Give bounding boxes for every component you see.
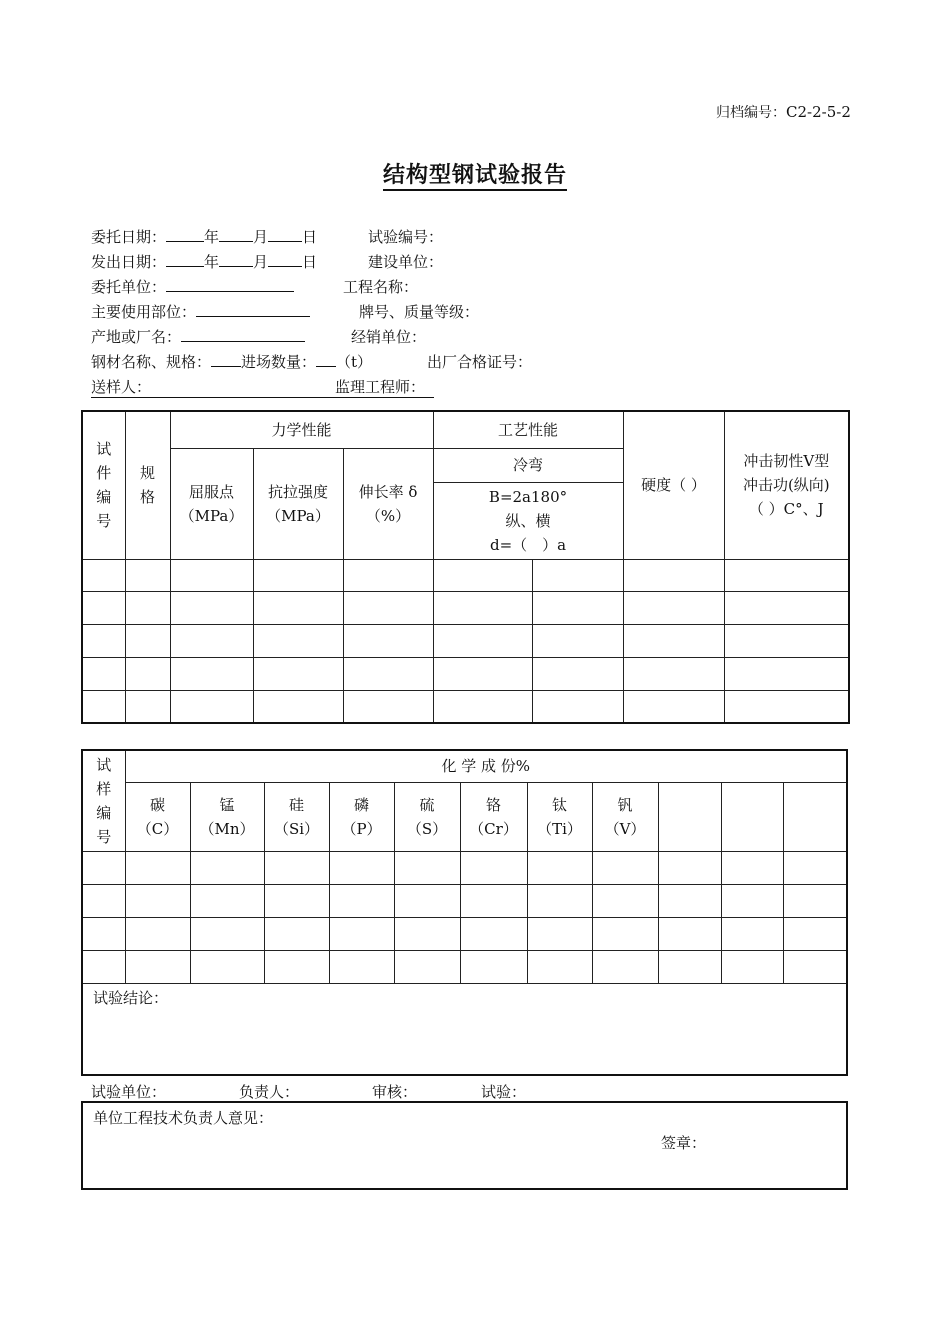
element-phosphorus: 磷 （P）: [329, 782, 394, 851]
table-row: [82, 950, 847, 983]
header-sample-no: 试 件 编 号: [82, 411, 125, 559]
header-yield: 屈服点 （MPa）: [170, 448, 253, 559]
opinion-field[interactable]: [82, 1102, 847, 1189]
table-row: [82, 591, 849, 624]
tester-label: 试验：: [481, 1083, 527, 1101]
element-blank[interactable]: [783, 782, 847, 851]
blank-origin[interactable]: [181, 327, 305, 342]
table-row: [82, 884, 847, 917]
blank-main-use[interactable]: [196, 302, 310, 317]
blank-entrust-unit[interactable]: [166, 277, 294, 292]
reviewer-label: 审核：: [372, 1083, 418, 1101]
chemical-composition-table: [81, 749, 848, 1076]
blank-day[interactable]: [268, 252, 302, 267]
header-mechanical: 力学性能: [170, 411, 433, 448]
info-line-origin: 产地或厂名： 经销单位：: [91, 328, 427, 346]
header-process: 工艺性能: [433, 411, 623, 448]
info-line-entrust-date: 委托日期： 年 月 日 试验编号：: [91, 228, 444, 246]
header-impact: 冲击韧性Ⅴ型 冲击功(纵向) （ ）C°、J: [724, 411, 849, 559]
table-row: [82, 657, 849, 690]
info-line-main-use: 主要使用部位： 牌号、质量等级：: [91, 303, 480, 321]
element-blank[interactable]: [721, 782, 783, 851]
header-chemical: 化 学 成 份%: [125, 750, 847, 782]
project-name-label: 工程名称：: [343, 278, 419, 296]
principal-label: 负责人：: [239, 1083, 300, 1101]
table-row: [82, 917, 847, 950]
archive-code: C2-2-5-2: [786, 103, 851, 121]
blank-year[interactable]: [166, 252, 204, 267]
test-no-label: 试验编号：: [368, 228, 444, 246]
header-sample-no: 试 样 编 号: [82, 750, 125, 851]
info-line-entrust-unit: 委托单位： 工程名称：: [91, 278, 419, 296]
element-chromium: 铬 （Cr）: [460, 782, 527, 851]
element-vanadium: 钒 （V）: [592, 782, 658, 851]
header-cold-bend: 冷弯: [433, 448, 623, 482]
element-sulfur: 硫 （S）: [394, 782, 460, 851]
blank-year[interactable]: [166, 227, 204, 242]
table-row: [82, 624, 849, 657]
info-line-steel: 钢材名称、规格： 进场数量： （t） 出厂合格证号：: [91, 353, 533, 371]
seal-label: 签章：: [661, 1134, 707, 1152]
conclusion-label: 试验结论：: [93, 988, 169, 1007]
header-bend-params: B=2a180° 纵、横 d=（ ）a: [433, 482, 623, 559]
archive-number: 归档编号：C2-2-5-2: [716, 103, 851, 121]
cert-no-label: 出厂合格证号：: [427, 353, 533, 371]
element-silicon: 硅 （Si）: [264, 782, 329, 851]
table-row: [82, 559, 849, 591]
info-line-sender: 送样人： 监理工程师：: [91, 377, 434, 398]
blank-qty[interactable]: [316, 352, 336, 367]
build-unit-label: 建设单位：: [368, 253, 444, 271]
opinion-label: 单位工程技术负责人意见：: [93, 1109, 274, 1127]
element-blank[interactable]: [658, 782, 721, 851]
blank-steel-spec[interactable]: [211, 352, 241, 367]
test-unit-label: 试验单位：: [91, 1083, 167, 1101]
dealer-label: 经销单位：: [351, 328, 427, 346]
table-row: [82, 690, 849, 723]
supervisor-label: 监理工程师：: [335, 378, 426, 396]
conclusion-field[interactable]: [82, 983, 847, 1075]
blank-month[interactable]: [219, 227, 253, 242]
element-carbon: 碳 （C）: [125, 782, 190, 851]
blank-day[interactable]: [268, 227, 302, 242]
blank-month[interactable]: [219, 252, 253, 267]
page-title: 结构型钢试验报告: [0, 158, 950, 189]
opinion-table: [81, 1101, 848, 1190]
element-manganese: 锰 （Mn）: [190, 782, 264, 851]
table-row: [82, 851, 847, 884]
header-elongation: 伸长率 δ （%）: [343, 448, 433, 559]
header-hardness: 硬度（ ）: [623, 411, 724, 559]
element-titanium: 钛 （Ti）: [527, 782, 592, 851]
header-tensile: 抗拉强度 （MPa）: [253, 448, 343, 559]
info-line-issue-date: 发出日期： 年 月 日 建设单位：: [91, 253, 444, 271]
mechanical-property-table: [81, 410, 850, 724]
header-spec: 规 格: [125, 411, 170, 559]
brand-grade-label: 牌号、质量等级：: [359, 303, 480, 321]
